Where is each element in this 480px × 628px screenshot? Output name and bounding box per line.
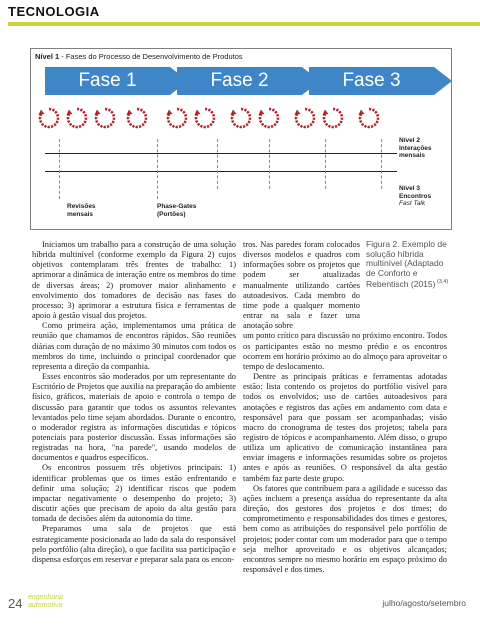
paragraph: Iniciamos um trabalho para a construção de uma solução híbrida multinível (conforme exemplo da Figura 2) cujos objetivos contemplaram três frentes de trabalho: 1) aprimorar a dinâmica de interação entre os membros do time de diversas áreas; 2) promover maior alinhamento e envolvimento dos tomadores de decisão nas fases do processo; 3) aprimorar a estrutura física e ferramentas de apoio à gestão visual dos projetos. (32, 240, 236, 321)
phase-3-label: Fase 3 (342, 70, 401, 91)
cycle-arrow-icon (37, 106, 61, 130)
paragraph: um ponto crítico para discussão no próximo encontro. Todos os participantes estão no mesmo prédio e os encontros ocorrem em horário próximo ao do almoço para aproveitar o tempo de deslocamento. (243, 331, 447, 371)
brand-logo: engenharia automotiva (28, 594, 64, 609)
phase-1-label: Fase 1 (78, 70, 137, 91)
gates-label: Phase-Gates (Portões) (157, 203, 197, 218)
top-rule (8, 22, 480, 26)
figure-caption-text: - Fases do Processo de Desenvolvimento de Produtos (59, 52, 243, 61)
cycle-arrow-icon (229, 106, 253, 130)
phase-2-label: Fase 2 (210, 70, 269, 91)
side-caption-text: Figura 2. Exemplo de solução híbrida multinível (Adaptado de Conforto e Rebentisch (2015) (366, 239, 447, 289)
column-2 (243, 240, 447, 575)
figure-caption (35, 52, 243, 61)
cycle-arrow-icon (165, 106, 189, 130)
section-label: TECNOLOGIA (8, 4, 100, 19)
cycle-arrow-icon (193, 106, 217, 130)
phase-3-bar (309, 67, 434, 95)
page-number: 24 (8, 596, 23, 611)
footer-date: julho/agosto/setembro (382, 598, 466, 608)
phase-1-bar (45, 67, 170, 95)
cycle-arrow-icon (257, 106, 281, 130)
paragraph: Como primeira ação, implementamos uma prática de reunião que chamamos de encontros rápidos. São reuniões diárias com duração de no máximo 30 minutos com todos os membros do time, incluindo o principal coordenador que representa a direção da companhia. (32, 321, 236, 371)
column-1 (32, 240, 236, 565)
revisoes-label: Revisões mensais (67, 203, 96, 218)
gate-line-5 (325, 139, 326, 189)
level3-line (45, 171, 397, 172)
cycle-arrow-icon (321, 106, 345, 130)
paragraph: Preparamos uma sala de projetos que está estrategicamente posicionada ao lado da sala do responsável pelo portfólio (alta direção), o que facilita sua participação e dispensa esforços em reservar e preparar sala para os encon- (32, 524, 236, 564)
cycle-arrow-icon (293, 106, 317, 130)
paragraph: Os fatores que contribuem para a agilidade e sucesso das ações incluem a presença assídua do representante da alta direção, dos gestores dos projetos e dos times; do comprometimento e responsabilidades dos times e gestores, bem como as atribuições do responsável pelo portfólio de projetos; poder contar com um moderador para que o tempo seja melhor aproveitado e os objetivos alcançados; encontros sempre no mesmo horário em espaço próximo do responsável e dos times. (243, 483, 447, 574)
figure-caption-prefix: Nível 1 (35, 52, 60, 61)
gate-line-4 (269, 139, 270, 189)
cycle-arrow-icon (93, 106, 117, 130)
side-caption-ref: (3,4) (435, 279, 449, 285)
gate-line-1 (59, 139, 60, 199)
cycle-arrow-icon (65, 106, 89, 130)
level2-label: Nível 2 Interações mensais (399, 137, 432, 159)
paragraph: Dentre as principais práticas e ferramentas adotadas estão: lista contendo os projetos do portfólio visível para todos os envolvidos; uso de cartões autoadesivos para anotações e registros das ações em andamento com data e responsável para que possam ser acompanhadas; visão macro do cronograma de testes dos projetos; tabela para registro de tópicos e acompanhamento. Além disso, o grupo utiliza um aplicativo de comunicação instantânea para enviar imagens e informações resumidas sobre os projetos antes e após as reuniões. O responsável da alta gestão também faz parte deste grupo. (243, 372, 447, 483)
level2-line (45, 153, 397, 154)
paragraph: Esses encontros são moderados por um representante do Escritório de Projetos que auxilia na preparação do ambiente físico, gráficos, materiais de apoio e controla o tempo de discussão para garantir que todos os assuntos relevantes levantados pelo time sejam abordados. Durante o encontro, o moderador registra as informações discutidas e tópicos potenciais para posterior discussão. Essas informações são registradas na hora, "na parede", usando modelos de documentos e quadros específicos. (32, 372, 236, 463)
figure (30, 48, 452, 230)
phase-2-bar (177, 67, 302, 95)
gate-line-3 (217, 139, 218, 189)
gate-line-6 (381, 139, 382, 189)
cycle-arrow-icon (125, 106, 149, 130)
gate-line-2 (157, 139, 158, 199)
cycle-arrow-icon (357, 106, 381, 130)
paragraph: Os encontros possuem três objetivos principais: 1) identificar problemas que os times estão enfrentando e definir uma solução; 2) identificar riscos que podem impactar negativamente o desempenho do projeto; 3) discutir ações que precisam de apoio da alta gestão para tomada de decisões além da autonomia do time. (32, 463, 236, 524)
level3-label: Nível 3 Encontros Fast Talk (399, 185, 432, 207)
paragraph-wrap: tros. Nas paredes foram colocados diversos modelos e quadros com informações sobre os projetos que podem ser atualizadas manualmente utilizando cartões autoadesivos. Cada membro do time pode a qualquer momento entrar na sala e fazer uma anotação sobre (243, 240, 360, 331)
